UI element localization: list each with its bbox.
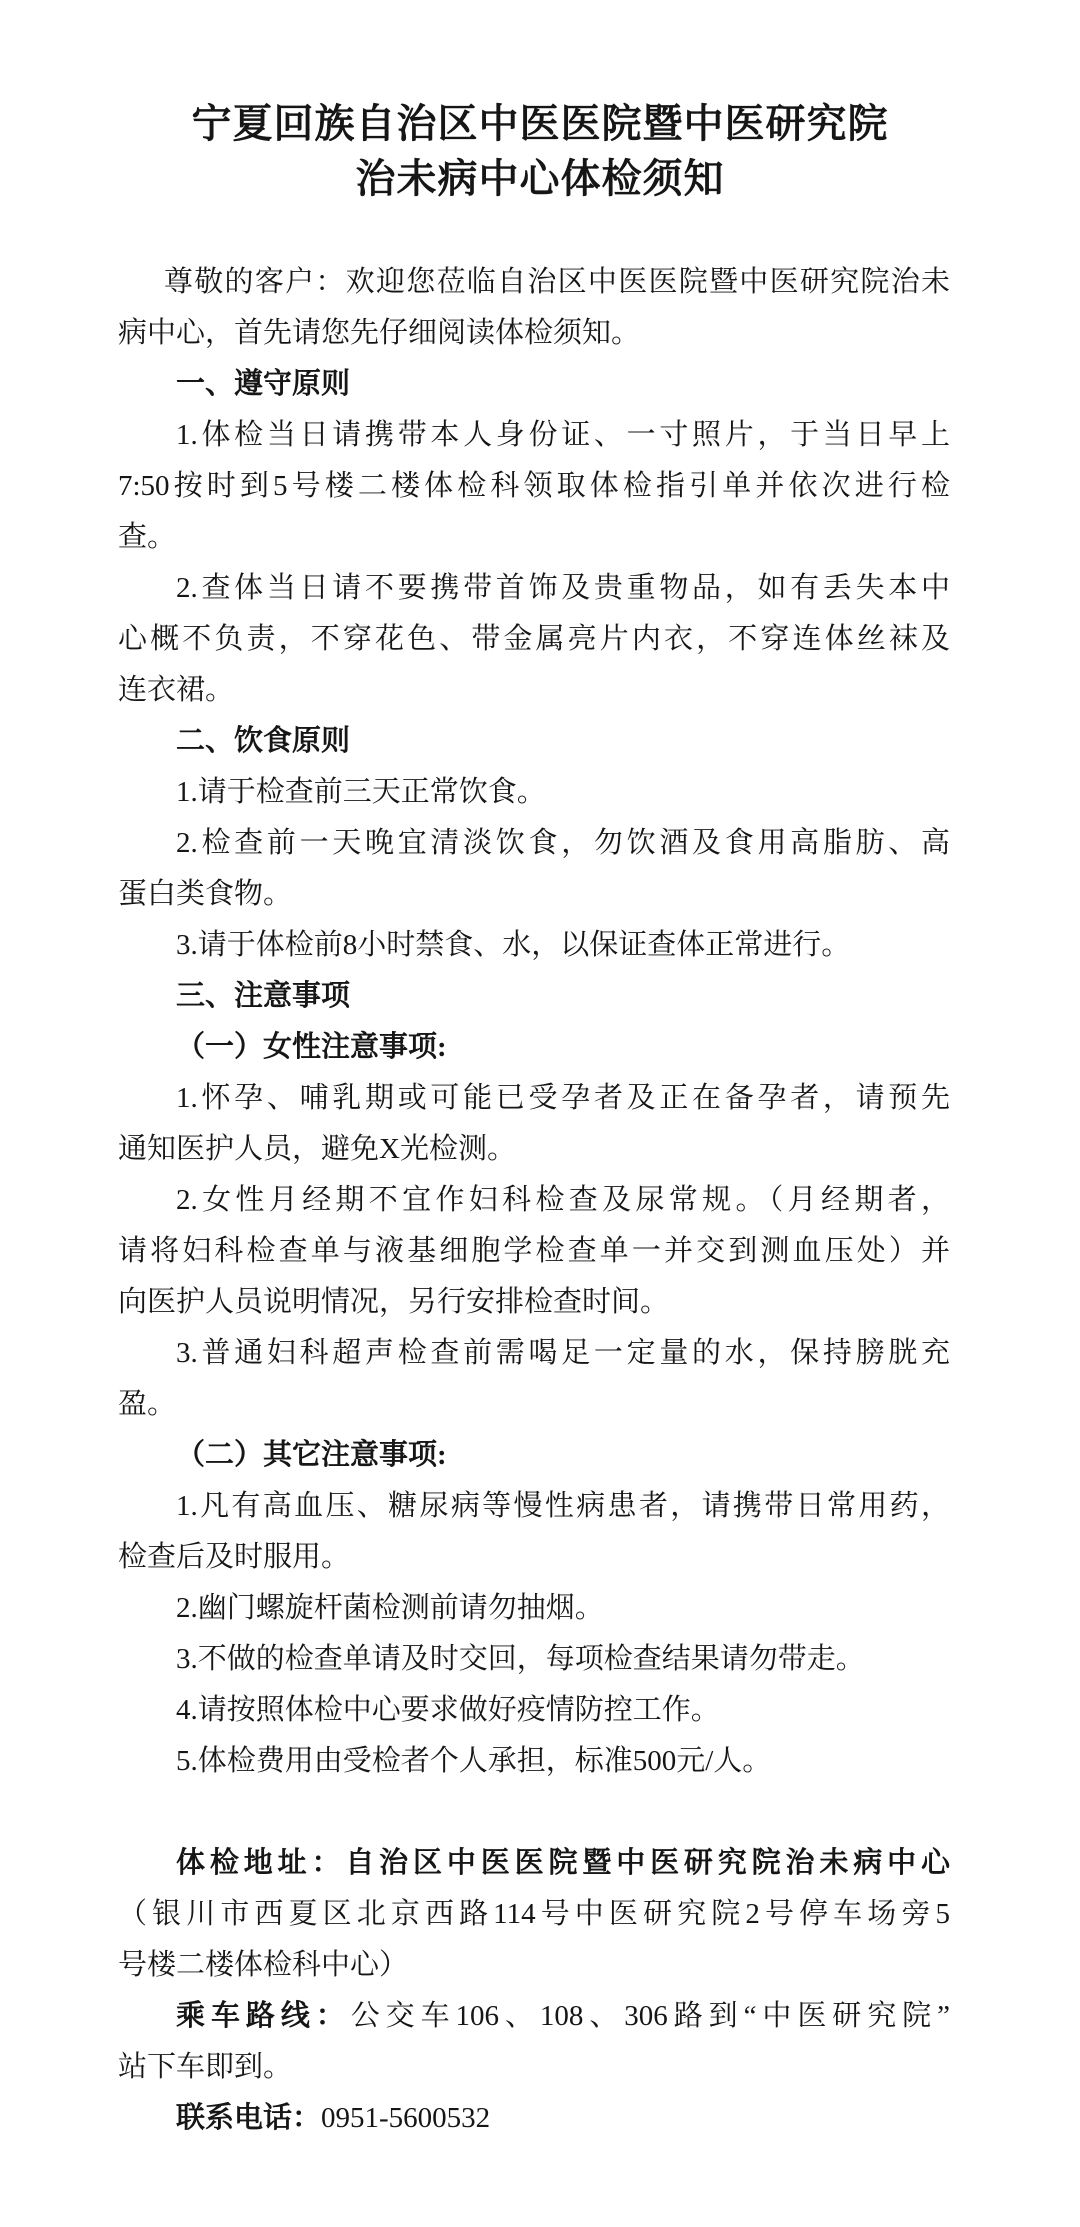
notice-line: 蛋白类食物。	[118, 878, 293, 910]
notice-line: 1.凡有高血压、糖尿病等慢性病患者，请携带日常用药，	[176, 1490, 950, 1522]
notice-line: 2.幽门螺旋杆菌检测前请勿抽烟。	[176, 1592, 604, 1624]
notice-line: 5.体检费用由受检者个人承担，标准500元/人。	[176, 1745, 772, 1777]
sub-heading-other: （二）其它注意事项:	[176, 1439, 447, 1471]
notice-line: 2.检查前一天晚宜清淡饮食，勿饮酒及食用高脂肪、高	[176, 827, 950, 859]
notice-line: 检查后及时服用。	[118, 1541, 351, 1573]
document-body	[118, 257, 950, 2144]
document-title	[0, 0, 1080, 206]
address-detail-line: （银川市西夏区北京西路114号中医研究院2号停车场旁5	[118, 1898, 950, 1930]
phone-number: 0951-5600532	[321, 2102, 491, 2134]
notice-line: 4.请按照体检中心要求做好疫情防控工作。	[176, 1694, 720, 1726]
notice-line: 盈。	[118, 1388, 177, 1420]
notice-line: 1.体检当日请携带本人身份证、一寸照片，于当日早上	[176, 419, 950, 451]
address-value: 自治区中医医院暨中医研究院治未病中心	[345, 1847, 950, 1879]
notice-line: 2.女性月经期不宜作妇科检查及尿常规。（月经期者，	[176, 1184, 950, 1216]
section-heading-2: 二、饮食原则	[176, 725, 351, 757]
sub-heading-women: （一）女性注意事项:	[176, 1031, 447, 1063]
notice-line: 向医护人员说明情况，另行安排检查时间。	[118, 1286, 670, 1318]
notice-line: 连衣裙。	[118, 674, 235, 706]
title-line-1: 宁夏回族自治区中医医院暨中医研究院	[191, 101, 889, 146]
notice-line: 请将妇科检查单与液基细胞学检查单一并交到测血压处）并	[118, 1235, 950, 1267]
address-line	[118, 1838, 950, 1889]
notice-line: 查。	[118, 521, 177, 553]
phone-line	[118, 2093, 950, 2144]
bus-route-line	[118, 1991, 950, 2042]
title-line-2: 治未病中心体检须知	[355, 156, 725, 201]
intro-line: 病中心，首先请您先仔细阅读体检须知。	[118, 317, 641, 349]
section-heading-1: 一、遵守原则	[176, 368, 351, 400]
address-detail-line: 号楼二楼体检科中心）	[118, 1949, 409, 1981]
notice-line: 1.怀孕、哺乳期或可能已受孕者及正在备孕者，请预先	[176, 1082, 950, 1114]
notice-line: 3.不做的检查单请及时交回，每项检查结果请勿带走。	[176, 1643, 865, 1675]
section-heading-3: 三、注意事项	[176, 980, 351, 1012]
notice-line: 心概不负责，不穿花色、带金属亮片内衣，不穿连体丝袜及	[118, 623, 950, 655]
notice-line: 2.查体当日请不要携带首饰及贵重物品，如有丢失本中	[176, 572, 950, 604]
address-label: 体检地址：	[176, 1847, 346, 1879]
notice-line: 1.请于检查前三天正常饮食。	[176, 776, 546, 808]
intro-line: 尊敬的客户：欢迎您莅临自治区中医医院暨中医研究院治未	[164, 266, 950, 298]
notice-line: 3.请于体检前8小时禁食、水，以保证查体正常进行。	[176, 929, 851, 961]
phone-label: 联系电话：	[176, 2102, 322, 2134]
bus-route-label: 乘车路线：	[176, 2000, 351, 2032]
notice-line: 通知医护人员，避免X光检测。	[118, 1133, 516, 1165]
notice-line: 3.普通妇科超声检查前需喝足一定量的水，保持膀胱充	[176, 1337, 950, 1369]
bus-route-cont-line: 站下车即到。	[118, 2051, 293, 2083]
notice-line: 7:50按时到5号楼二楼体检科领取体检指引单并依次进行检	[118, 470, 950, 502]
bus-route-value: 公交车106、108、306路到“中医研究院”	[350, 2000, 950, 2032]
